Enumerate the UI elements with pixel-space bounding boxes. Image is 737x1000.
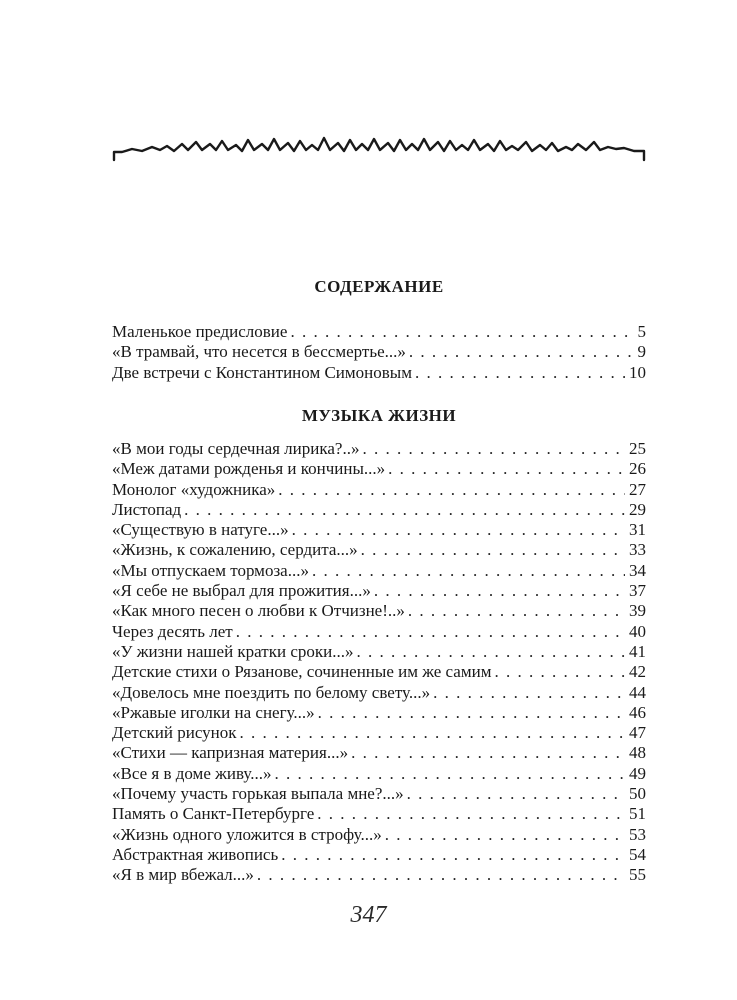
toc-entry-page: 41	[629, 641, 646, 661]
toc-leader-dots	[257, 865, 625, 885]
toc-entry-title: Детские стихи о Рязанове, сочиненные им же самим	[112, 662, 492, 682]
toc-entry	[112, 784, 646, 804]
toc-leader-dots	[290, 322, 633, 342]
toc-entry	[112, 540, 646, 560]
toc-leader-dots	[312, 561, 625, 581]
toc-entry	[112, 703, 646, 723]
toc-leader-dots	[361, 540, 625, 560]
toc-entry	[112, 363, 646, 383]
toc-entry-title: «Ржавые иголки на снегу...»	[112, 702, 315, 722]
toc-entry-page: 51	[629, 804, 646, 824]
toc-entry	[112, 723, 646, 743]
toc-leader-dots	[240, 723, 625, 743]
toc-entry-page: 27	[629, 479, 646, 499]
toc-entry	[112, 662, 646, 682]
toc-entry	[112, 622, 646, 642]
toc-leader-dots	[409, 342, 634, 362]
toc-entry	[112, 865, 646, 885]
toc-entry	[112, 439, 646, 459]
toc-leader-dots	[236, 622, 625, 642]
toc-entry-page: 34	[629, 560, 646, 580]
toc-entry-title: «Почему участь горькая выпала мне?...»	[112, 784, 404, 804]
toc-entry-title: Маленькое предисловие	[112, 322, 288, 341]
toc-entry-page: 33	[629, 540, 646, 560]
toc-entry-page: 53	[629, 824, 646, 844]
toc-entry-title: Абстрактная живопись	[112, 844, 279, 864]
toc-entry-title: Через десять лет	[112, 621, 233, 641]
toc-leader-dots	[494, 662, 625, 682]
toc-entry-page: 37	[629, 581, 646, 601]
toc-entry	[112, 322, 646, 342]
toc-entry	[112, 459, 646, 479]
toc-entry-page: 39	[629, 601, 646, 621]
toc-entry-page: 5	[637, 322, 646, 341]
toc-leader-dots	[184, 500, 625, 520]
toc-entry-page: 54	[629, 844, 646, 864]
toc-entry-page: 42	[629, 662, 646, 682]
toc-leader-dots	[433, 683, 625, 703]
toc-leader-dots	[281, 845, 625, 865]
toc-entry	[112, 520, 646, 540]
toc-entry-title: «Я в мир вбежал...»	[112, 865, 254, 885]
toc-entry-title: «Я себе не выбрал для прожития...»	[112, 581, 371, 601]
toc-leader-dots	[362, 439, 625, 459]
section-heading: МУЗЫКА ЖИЗНИ	[301, 406, 457, 425]
toc-entry-page: 25	[629, 439, 646, 458]
toc-entry-title: Листопад	[112, 499, 182, 519]
contents-heading: СОДЕРЖАНИЕ	[314, 277, 444, 296]
toc-entry	[112, 683, 646, 703]
toc-entry	[112, 764, 646, 784]
toc-entry	[112, 601, 646, 621]
toc-entry-page: 50	[629, 784, 646, 804]
toc-entry-title: Память о Санкт-Петербурге	[112, 804, 315, 824]
toc-entry-title: «Жизнь одного уложится в строфу...»	[112, 824, 382, 844]
toc-entry-page: 9	[637, 342, 646, 362]
toc-entry-page: 40	[629, 621, 646, 641]
toc-entry-title: «Все я в доме живу...»	[112, 763, 272, 783]
toc-entry-title: «В мои годы сердечная лирика?..»	[112, 439, 360, 458]
toc-entry	[112, 845, 646, 865]
toc-leader-dots	[374, 581, 625, 601]
toc-entry-page: 26	[629, 459, 646, 479]
decorative-ornament	[112, 130, 646, 172]
toc-entry-title: «Меж датами рожденья и кончины...»	[112, 459, 386, 479]
toc-entry-page: 31	[629, 520, 646, 540]
toc-entry-page: 46	[629, 702, 646, 722]
toc-entry-page: 44	[629, 682, 646, 702]
toc-entry-page: 29	[629, 499, 646, 519]
toc-entry	[112, 500, 646, 520]
toc-entry-title: «Жизнь, к сожалению, сердита...»	[112, 540, 358, 560]
toc-leader-dots	[274, 764, 625, 784]
toc-entry-page: 47	[629, 723, 646, 743]
toc-entry-title: «Существую в натуге...»	[112, 520, 289, 540]
toc-entry	[112, 480, 646, 500]
toc-entry-title: «В трамвай, что несется в бессмертье...»	[112, 342, 406, 362]
toc-entry	[112, 342, 646, 362]
toc-leader-dots	[351, 743, 625, 763]
toc-entry	[112, 825, 646, 845]
toc-entry-title: Детский рисунок	[112, 723, 237, 743]
toc-entry-title: «Довелось мне поездить по белому свету...»	[112, 682, 431, 702]
toc-entry	[112, 743, 646, 763]
toc-leader-dots	[317, 804, 625, 824]
toc-entry-title: «Мы отпускаем тормоза...»	[112, 560, 309, 580]
toc-leader-dots	[356, 642, 625, 662]
toc-entry	[112, 804, 646, 824]
toc-entry	[112, 581, 646, 601]
toc-leader-dots	[385, 825, 625, 845]
toc-leader-dots	[408, 601, 625, 621]
toc-section-list	[112, 439, 646, 886]
toc-entry-title: «Как много песен о любви к Отчизне!..»	[112, 601, 405, 621]
toc-intro-list	[112, 322, 646, 383]
toc-entry-title: «У жизни нашей кратки сроки...»	[112, 641, 354, 661]
toc-leader-dots	[388, 459, 625, 479]
toc-entry-title: Монолог «художника»	[112, 479, 276, 499]
toc-leader-dots	[318, 703, 625, 723]
toc-entry	[112, 642, 646, 662]
toc-entry-title: Две встречи с Константином Симоновым	[112, 362, 412, 382]
toc-entry-page: 10	[629, 362, 646, 382]
toc-entry	[112, 561, 646, 581]
toc-leader-dots	[415, 363, 625, 383]
toc-leader-dots	[292, 520, 625, 540]
toc-entry-page: 55	[629, 865, 646, 885]
toc-leader-dots	[407, 784, 625, 804]
toc-entry-page: 49	[629, 763, 646, 783]
toc-entry-title: «Стихи — капризная материя...»	[112, 743, 349, 763]
toc-entry-page: 48	[629, 743, 646, 763]
page-number: 347	[350, 902, 387, 928]
toc-leader-dots	[278, 480, 625, 500]
